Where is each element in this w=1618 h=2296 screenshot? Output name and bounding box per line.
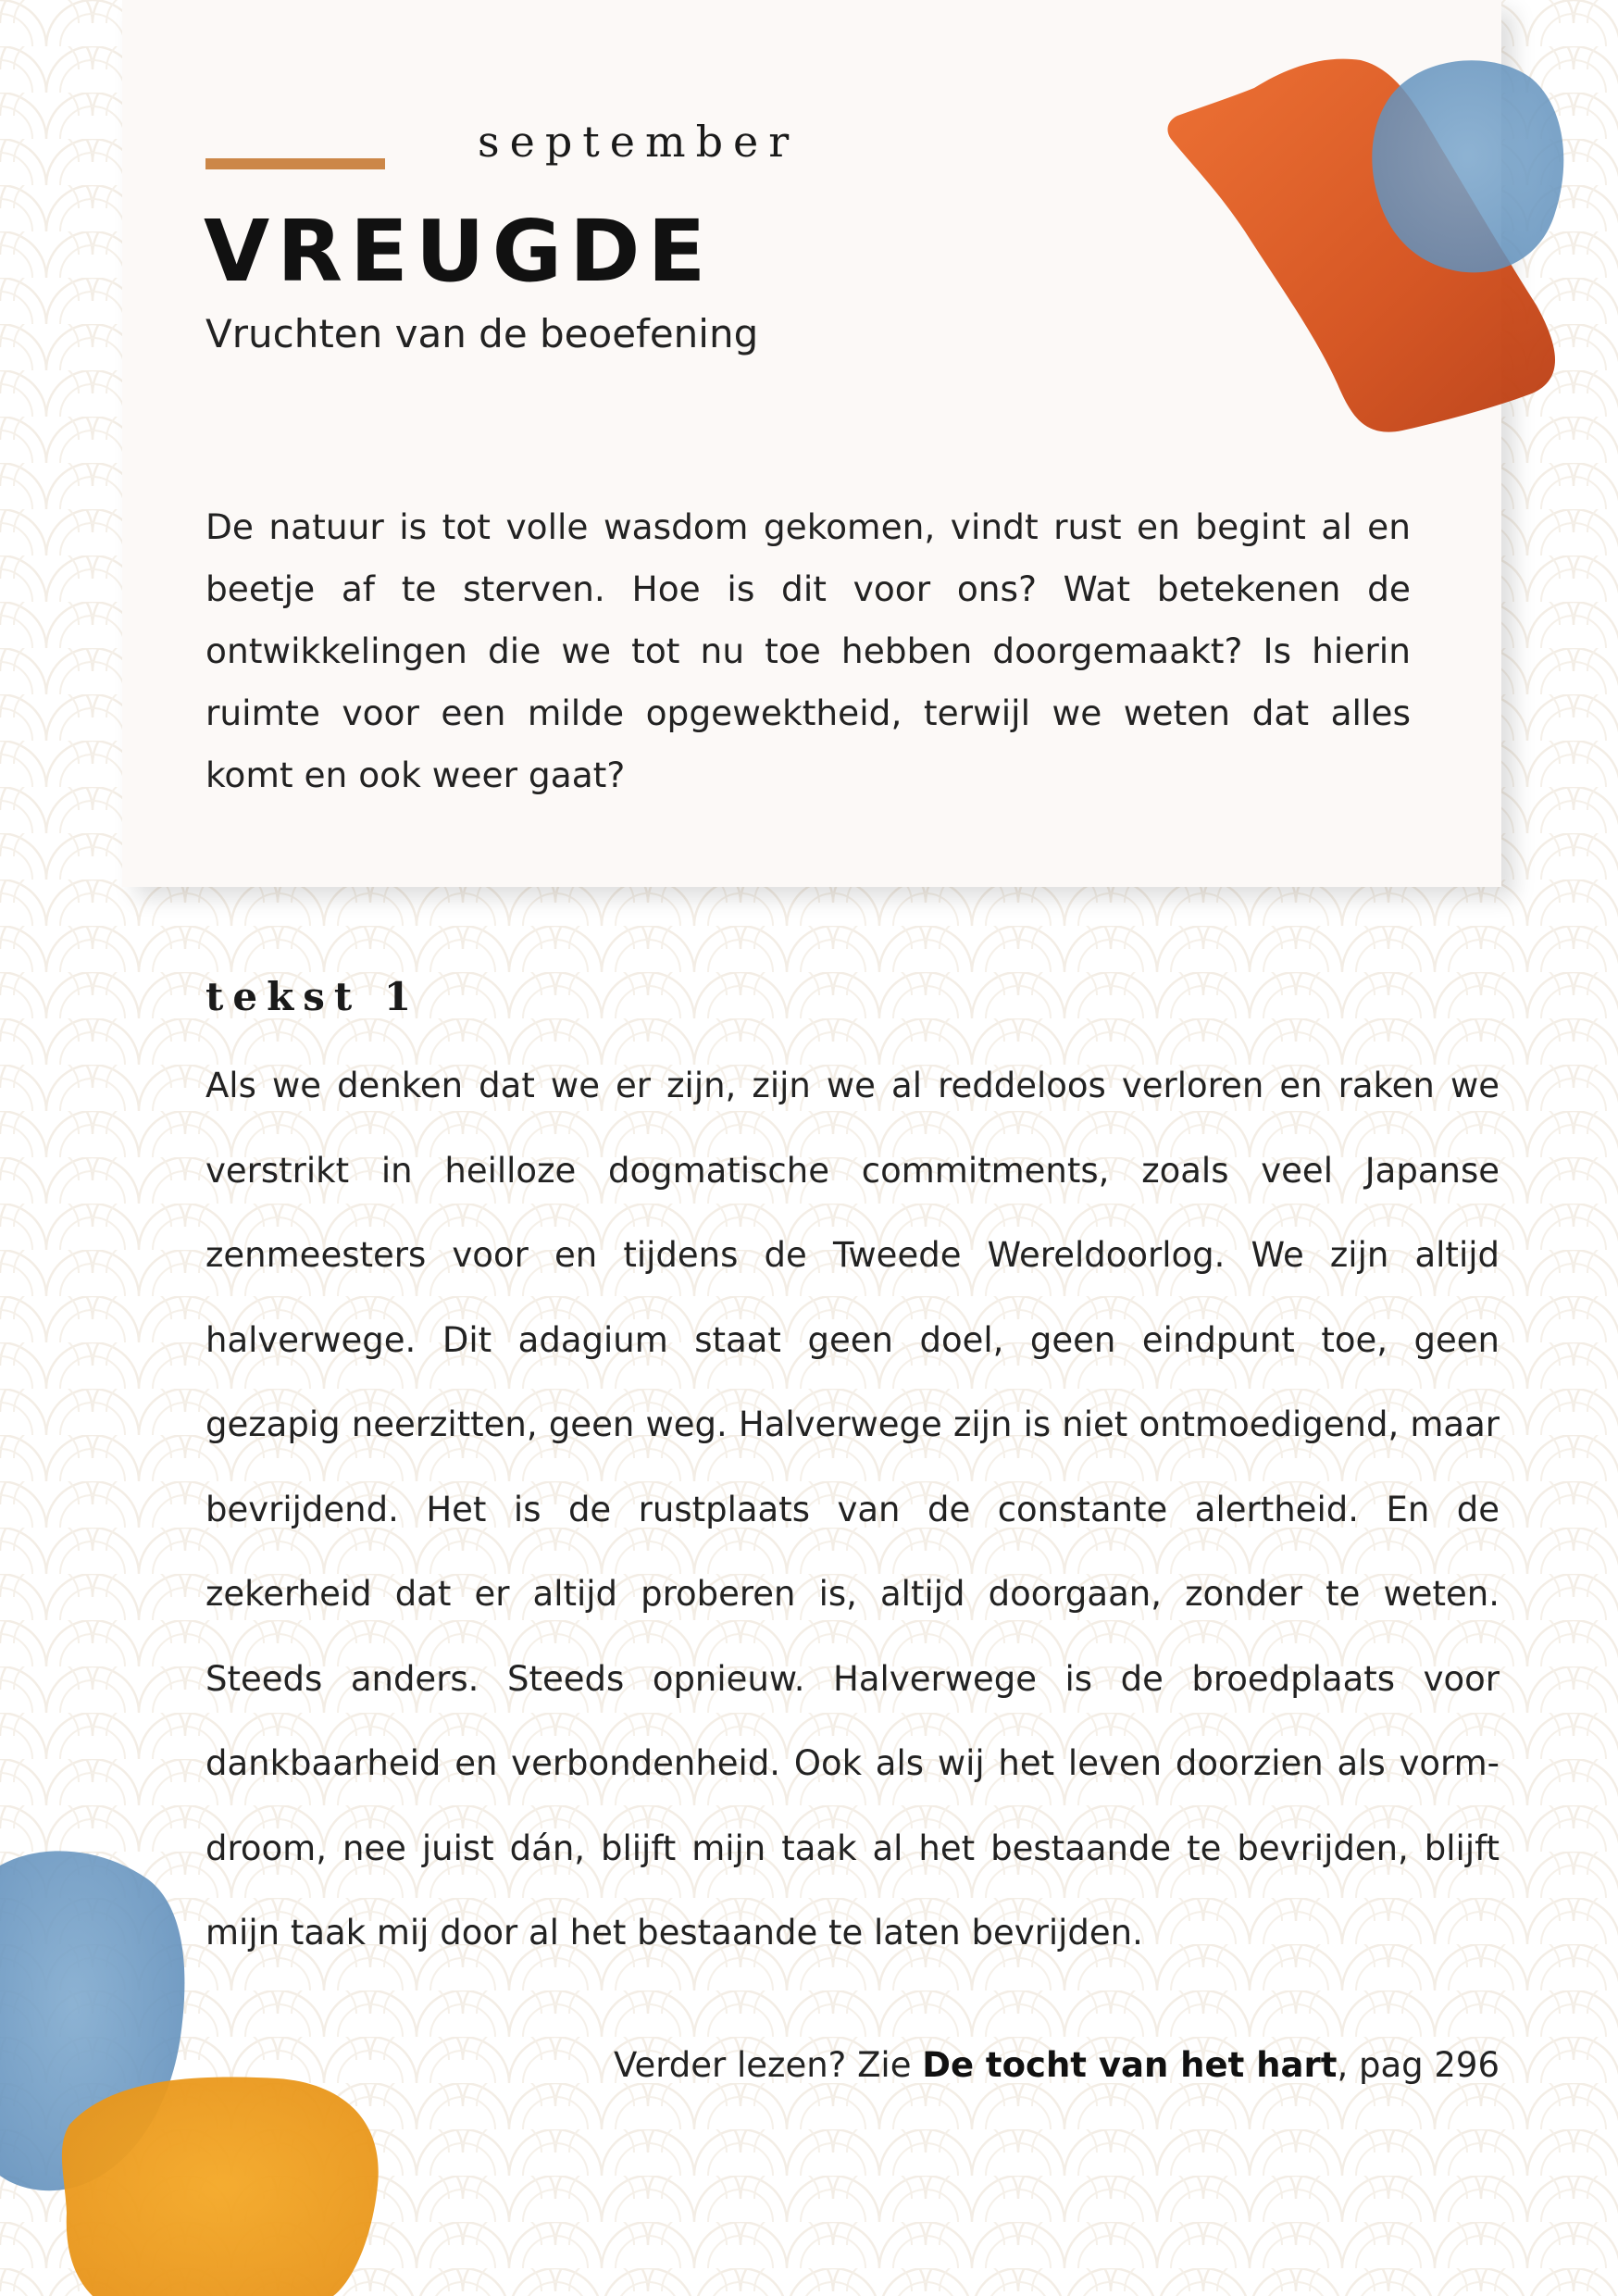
intro-paragraph: De natuur is tot volle wasdom gekomen, vindt rust en begint al en beetje af te sterven. Hoe is dit voor ons? Wat betekenen de ontwikkelingen die we tot nu toe hebben doorgemaakt? Is hierin ruimte voor een milde opgewektheid, terwijl we weten dat alles komt en ook weer gaat? — [205, 506, 1411, 795]
page-title: VREUGDE — [204, 202, 714, 301]
read-more-prefix: Verder lezen? Zie — [614, 2045, 923, 2085]
accent-line — [205, 158, 385, 169]
section-heading: tekst 1 — [205, 974, 421, 1019]
watercolor-blob-top-right — [1166, 51, 1574, 440]
month-label: september — [478, 117, 800, 167]
read-more-line — [614, 2045, 1500, 2085]
page-subtitle: Vruchten van de beoefening — [205, 311, 759, 356]
book-title-link[interactable]: De tocht van het hart — [922, 2045, 1338, 2085]
yellow-watercolor-blob — [62, 2077, 379, 2296]
section-body: Als we denken dat we er zijn, zijn we al reddeloos verloren en raken we verstrikt in heilloze dogmatische commitments, zoals veel Japanse zenmeesters voor en tijdens de Tweede Wereldoorlog. We zijn altijd halverwege. Dit adagium staat geen doel, geen eindpunt toe, geen gezapig neerzitten, geen weg. Halverwege zijn is niet ontmoedigend, maar bevrijdend. Het is de rustplaats van de constante alertheid. En de zekerheid dat er altijd proberen is, altijd doorgaan, zonder te weten. Steeds anders. Steeds opnieuw. Halverwege is de broedplaats voor dankbaarheid en verbondenheid. Ook als wij het leven doorzien als vorm-droom, nee juist dán, blijft mijn taak al het bestaande te bevrijden, blijft mijn taak mij door al het bestaande te laten bevrijden. — [205, 1066, 1500, 1953]
read-more-page: , pag 296 — [1337, 2045, 1500, 2085]
watercolor-blob-bottom-left — [0, 1842, 389, 2296]
